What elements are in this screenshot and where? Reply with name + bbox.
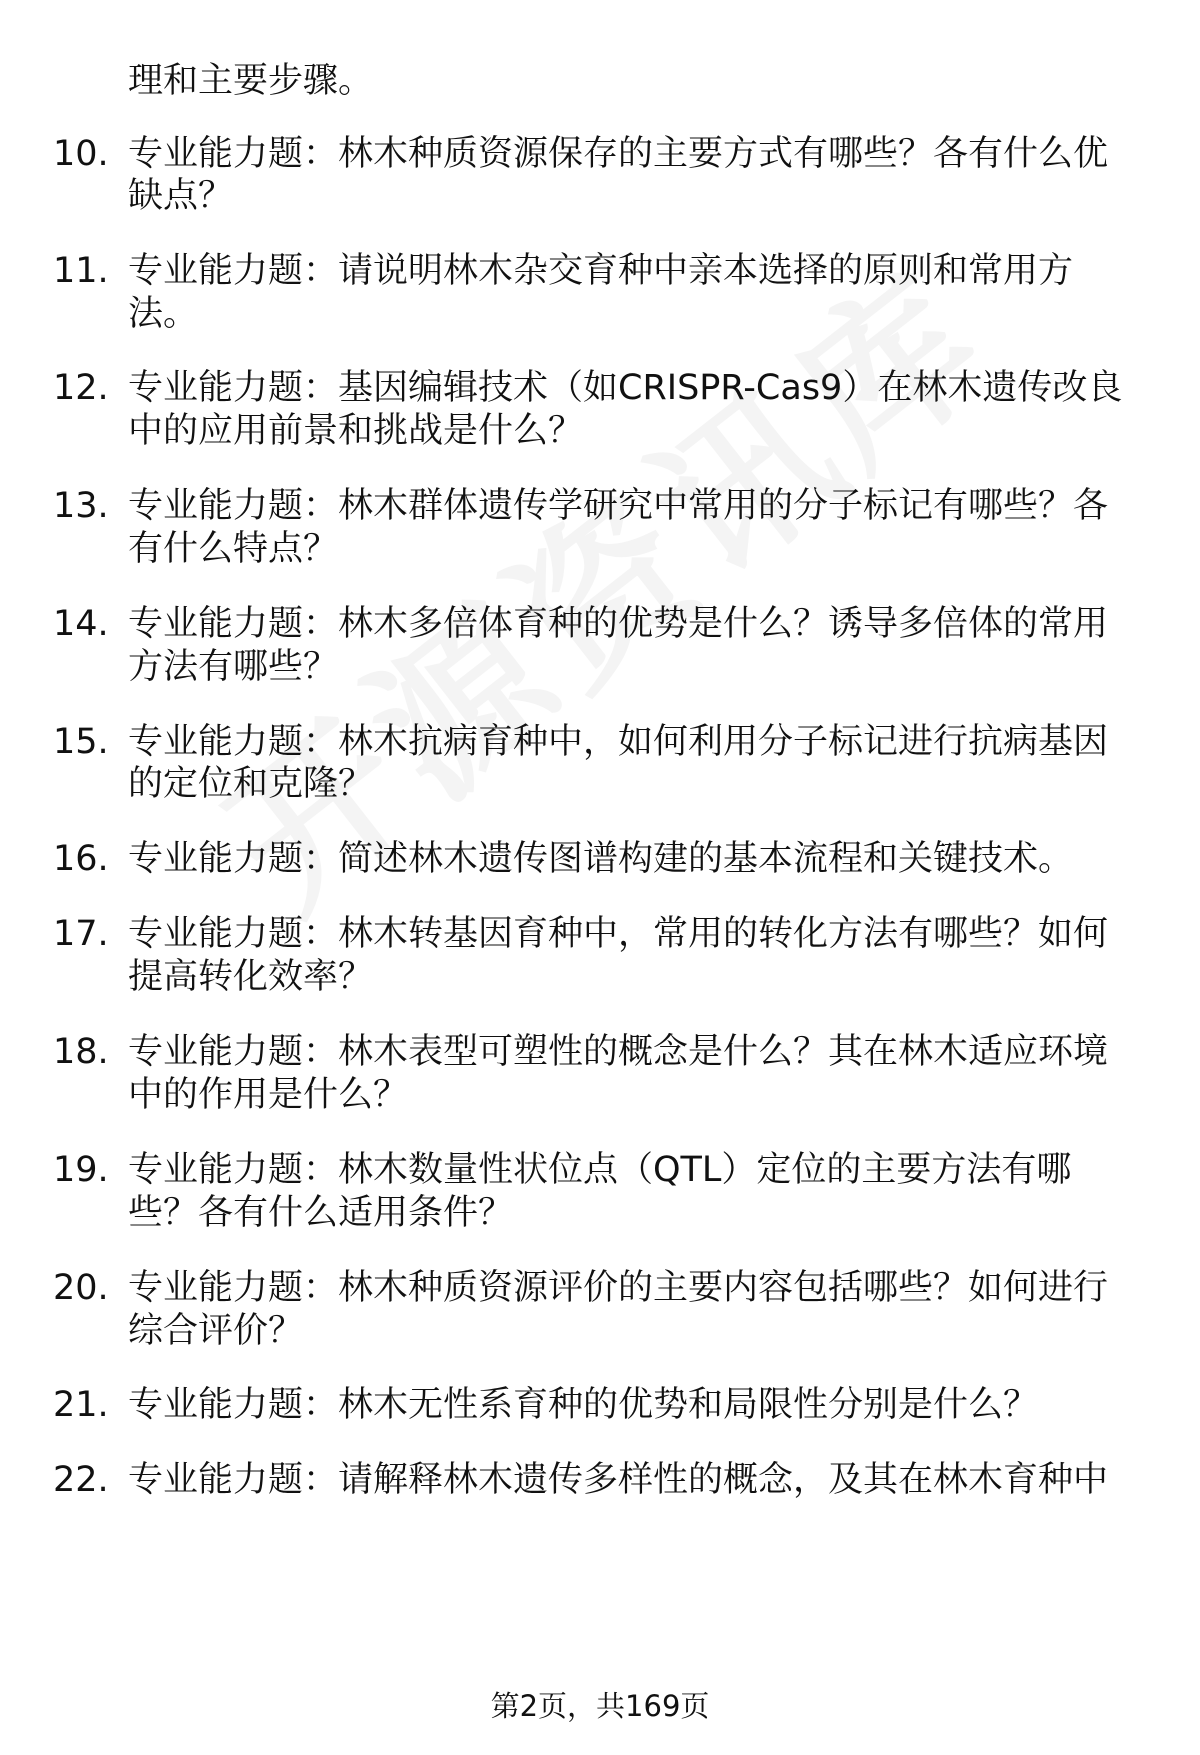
page-footer: 第2页，共169页 <box>490 1689 710 1723</box>
item-number: 18. <box>53 1032 109 1072</box>
item-text-line: 有什么特点？ <box>128 529 339 569</box>
item-number: 21. <box>53 1385 109 1425</box>
item-text-line: 专业能力题：林木转基因育种中，常用的转化方法有哪些？如何 <box>128 914 1109 954</box>
item-number: 17. <box>53 914 109 954</box>
item-number: 11. <box>53 251 109 291</box>
item-number: 19. <box>53 1150 109 1190</box>
item-text-line: 提高转化效率？ <box>128 957 374 997</box>
item-text-line: 专业能力题：林木无性系育种的优势和局限性分别是什么？ <box>128 1385 1039 1425</box>
item-number: 10. <box>53 134 109 174</box>
item-text-line: 专业能力题：林木群体遗传学研究中常用的分子标记有哪些？各 <box>128 486 1109 526</box>
item-text-line: 专业能力题：林木表型可塑性的概念是什么？其在林木适应环境 <box>128 1032 1109 1072</box>
item-number: 13. <box>53 486 109 526</box>
item-text-line: 综合评价？ <box>128 1311 304 1351</box>
item-text-line: 专业能力题：简述林木遗传图谱构建的基本流程和关键技术。 <box>128 839 1074 879</box>
item-text-line: 法。 <box>128 294 199 334</box>
item-text-line: 专业能力题：基因编辑技术（如CRISPR-Cas9）在林木遗传改良 <box>128 368 1123 408</box>
item-text-line: 专业能力题：林木数量性状位点（QTL）定位的主要方法有哪 <box>128 1150 1072 1190</box>
item-text-line: 专业能力题：林木多倍体育种的优势是什么？诱导多倍体的常用 <box>128 604 1109 644</box>
item-number: 16. <box>53 839 109 879</box>
item-text-line: 中的应用前景和挑战是什么？ <box>128 411 584 451</box>
item-text-line: 些？各有什么适用条件？ <box>128 1193 514 1233</box>
item-text-line: 专业能力题：请说明林木杂交育种中亲本选择的原则和常用方 <box>128 251 1074 291</box>
item-text-line: 专业能力题：林木种质资源评价的主要内容包括哪些？如何进行 <box>128 1268 1109 1308</box>
item-text-line: 专业能力题：林木种质资源保存的主要方式有哪些？各有什么优 <box>128 134 1109 174</box>
item-number: 15. <box>53 722 109 762</box>
continuation-text: 理和主要步骤。 <box>128 61 374 101</box>
item-number: 22. <box>53 1460 109 1500</box>
item-text-line: 的定位和克隆？ <box>128 764 374 804</box>
item-number: 12. <box>53 368 109 408</box>
item-text-line: 方法有哪些？ <box>128 647 339 687</box>
item-text-line: 专业能力题：请解释林木遗传多样性的概念，及其在林木育种中 <box>128 1460 1109 1500</box>
item-number: 20. <box>53 1268 109 1308</box>
item-number: 14. <box>53 604 109 644</box>
item-text-line: 缺点？ <box>128 176 234 216</box>
item-text-line: 中的作用是什么？ <box>128 1075 409 1115</box>
item-text-line: 专业能力题：林木抗病育种中，如何利用分子标记进行抗病基因 <box>128 722 1109 762</box>
